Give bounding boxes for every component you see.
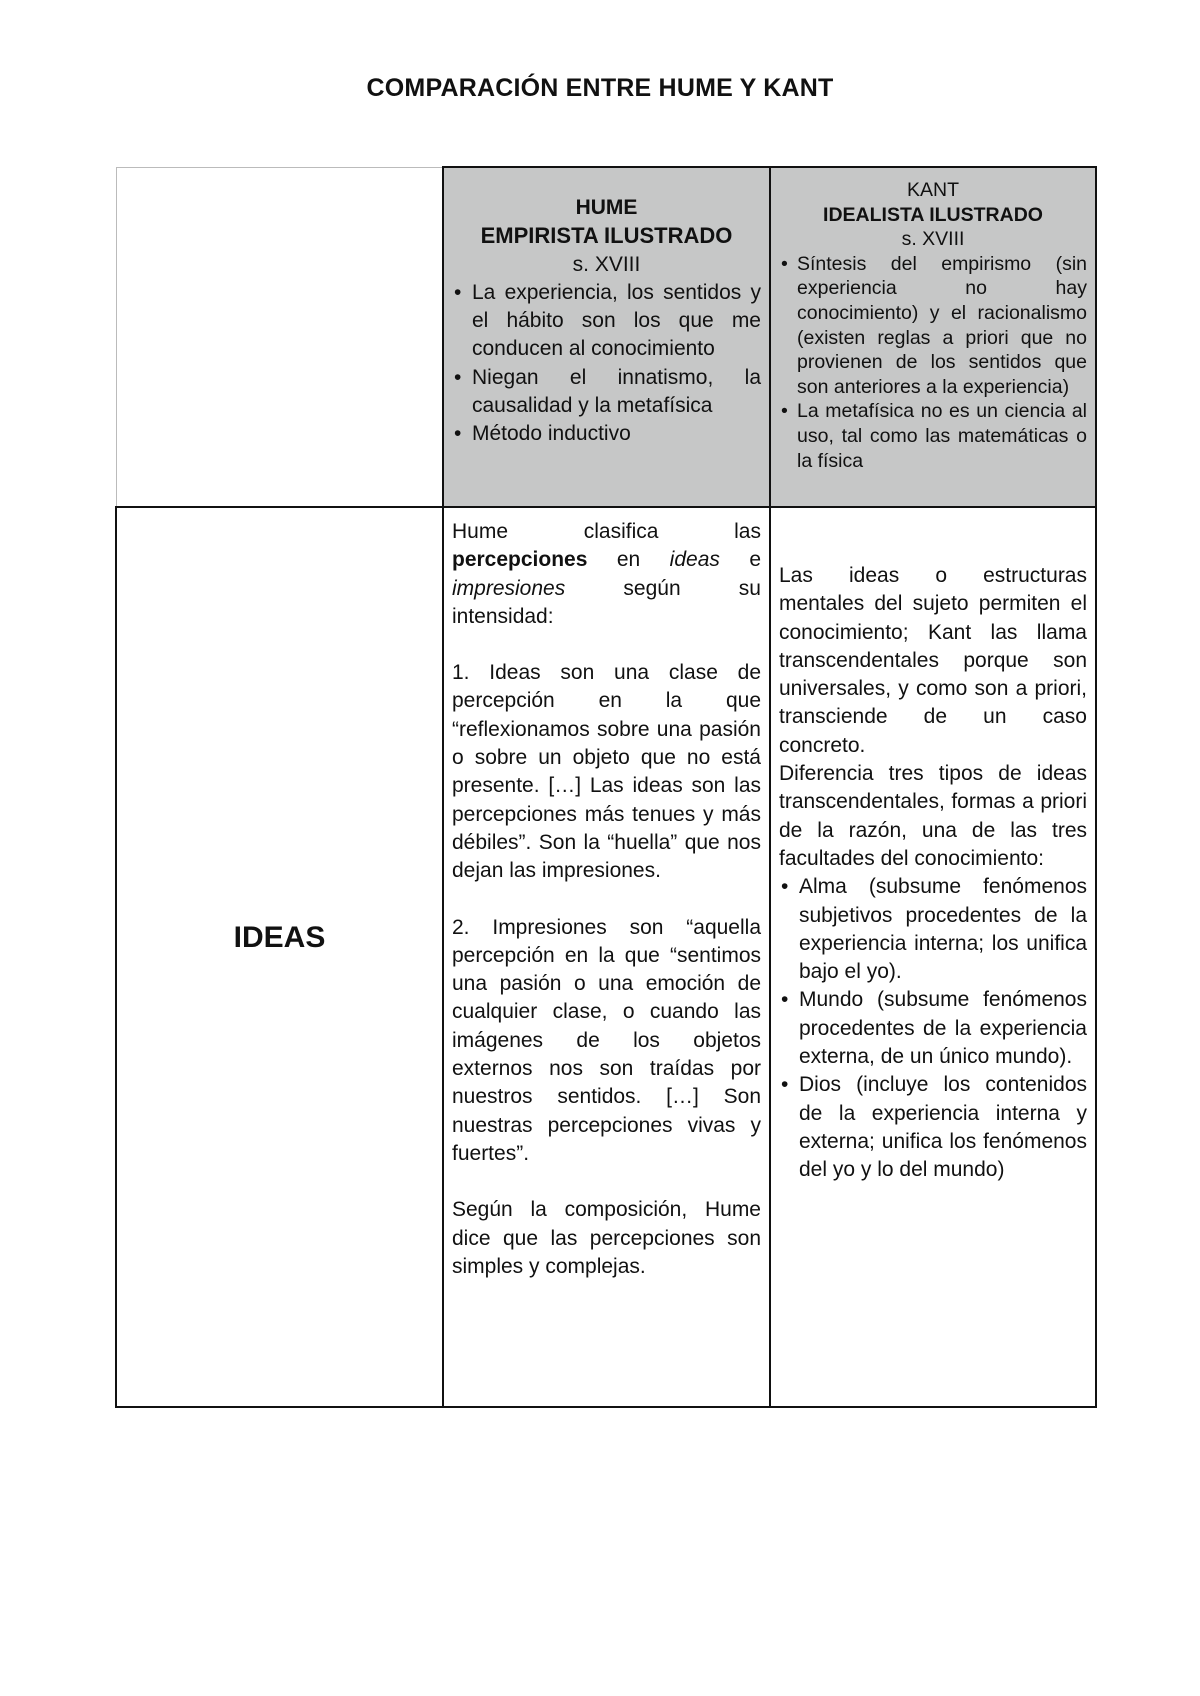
empty-corner-cell [116, 167, 443, 507]
list-item: • La experiencia, los sentidos y el hábito son los que me conducen al conocimiento [452, 279, 761, 364]
hume-name: HUME [575, 196, 638, 219]
kant-ideas-paragraph-2: Diferencia tres tipos de ideas transcendentales, formas a priori de la razón, una de las tres facultades del conocimiento: [779, 762, 1087, 870]
list-item: • Síntesis del empirismo (sin experiencia no hay conocimiento) y el racionalismo (existen reglas a priori que no provienen de los sentidos que son anteriores a la experiencia) [779, 252, 1087, 400]
list-item: • Mundo (subsume fenómenos procedentes de la experiencia externa, de un único mundo). [779, 986, 1087, 1071]
list-item: • La metafísica no es un ciencia al uso, tal como las matemáticas o la física [779, 399, 1087, 473]
ideas-label: IDEAS [233, 921, 326, 954]
ideas-label-cell [116, 507, 443, 1407]
kant-points-list [779, 252, 1087, 473]
intro-text: e [719, 548, 762, 572]
intro-ideas: ideas [669, 548, 720, 572]
hume-century: s. XVIII [572, 252, 641, 276]
kant-ideas-paragraph-1: Las ideas o estructuras mentales del sujeto permiten el conocimiento; Kant las llama transcendentales porque son universales, y como son a priori, transciende de un caso concreto. [779, 564, 1087, 757]
hume-ideas-paragraph-2: 2. Impresiones son “aquella percepción en la que “sentimos una pasión o una emoción de cualquier clase, o cuando las imágenes de los objetos externos nos son traídas por nuestros sentidos. […] Son nuestras percepciones vivas y fuertes”. [452, 915, 761, 1165]
hume-ideas-paragraph-3: Según la composición, Hume dice que las percepciones son simples y complejas. [452, 1198, 761, 1278]
hume-header-cell [443, 167, 770, 507]
intro-impresiones: impresiones [452, 576, 566, 600]
intro-text: según su intensidad: [452, 576, 761, 628]
comparison-table [115, 166, 1097, 1408]
kant-header-cell [770, 167, 1096, 507]
kant-name: KANT [906, 179, 959, 201]
list-item: • Dios (incluye los contenidos de la experiencia interna y externa; unifica los fenómenos del yo y lo del mundo) [779, 1071, 1087, 1184]
hume-school: EMPIRISTA ILUSTRADO [480, 223, 733, 249]
ideas-row [116, 507, 1096, 1407]
hume-ideas-intro [452, 518, 761, 631]
hume-ideas-cell [443, 507, 770, 1407]
intro-text: en [587, 548, 670, 572]
header-row [116, 167, 1096, 507]
list-item: • Niegan el innatismo, la causalidad y la metafísica [452, 364, 761, 421]
page-title: COMPARACIÓN ENTRE HUME Y KANT [366, 74, 834, 102]
intro-text: Hume clasifica las [452, 520, 761, 543]
hume-ideas-paragraph-1: 1. Ideas son una clase de percepción en la que “reflexionamos sobre una pasión o sobre un objeto que no está presente. […] Las ideas son las percepciones más tenues y más débiles”. Son la “huella” que nos dejan las impresiones. [452, 661, 761, 883]
list-item: • Método inductivo [452, 420, 761, 448]
kant-school: IDEALISTA ILUSTRADO [823, 203, 1043, 226]
hume-points-list [452, 279, 761, 449]
kant-ideas-list [779, 873, 1087, 1184]
list-item: • Alma (subsume fenómenos subjetivos procedentes de la experiencia interna; los unifica bajo el yo). [779, 873, 1087, 986]
intro-percepciones: percepciones [452, 548, 588, 572]
kant-century: s. XVIII [901, 228, 965, 251]
kant-ideas-cell [770, 507, 1096, 1407]
